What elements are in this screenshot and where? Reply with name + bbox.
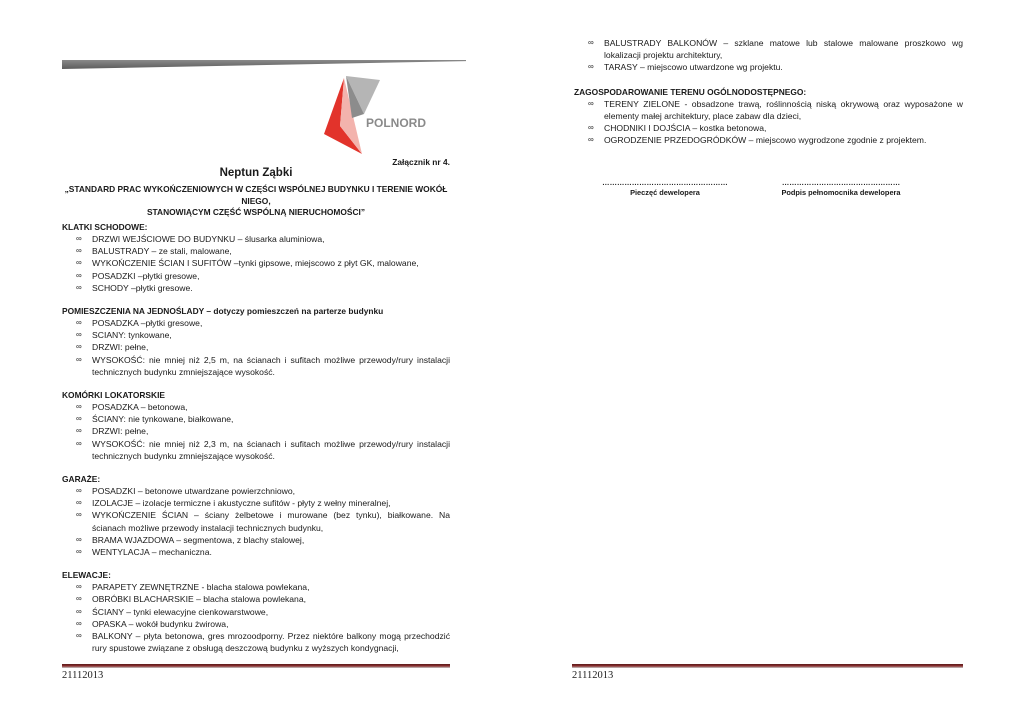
- land-development-section: [574, 86, 963, 147]
- document-title: Neptun Ząbki: [219, 167, 293, 179]
- list-item-text: IZOLACJE – izolacje termiczne i akustyczne sufitów - płyty z wełny mineralnej,: [92, 498, 391, 509]
- developer-stamp-block: [600, 178, 730, 198]
- list-item: [62, 245, 450, 257]
- bullet-list: [62, 485, 450, 558]
- list-item: [62, 497, 450, 509]
- footer-date-left: 21112013: [62, 670, 104, 681]
- list-item: [62, 546, 450, 558]
- list-item-text: POSADZKA – betonowa,: [92, 402, 188, 413]
- infinity-bullet-icon: ∞: [76, 426, 82, 436]
- list-item: [62, 593, 450, 605]
- list-item-text: BALKONY – płyta betonowa, gres mrozoodporny. Przez niektóre balkony mogą przechodzić rury spustowe związane z obsługą deszczową budynku z wyższych kondygnacji,: [92, 631, 450, 654]
- list-item-text: SCIANY: tynkowane,: [92, 330, 172, 341]
- list-item-text: WYKOŃCZENIE ŚCIAN I SUFITÓW –tynki gipsowe, miejscowo z płyt GK, malowane,: [92, 258, 419, 269]
- proxy-signature-block: [776, 178, 906, 198]
- list-item-text: POSADZKI – betonowe utwardzane powierzchniowo,: [92, 486, 296, 497]
- subtitle-line-2: STANOWIĄCYM CZĘŚĆ WSPÓLNĄ NIERUCHOMOŚCI”: [146, 207, 366, 217]
- infinity-bullet-icon: ∞: [76, 246, 82, 256]
- infinity-bullet-icon: ∞: [588, 135, 594, 145]
- infinity-bullet-icon: ∞: [76, 402, 82, 412]
- list-item: [62, 401, 450, 413]
- infinity-bullet-icon: ∞: [76, 606, 82, 616]
- right-page: [512, 0, 1024, 724]
- list-item-text: TARASY – miejscowo utwardzone wg projektu.: [604, 62, 783, 73]
- infinity-bullet-icon: ∞: [588, 98, 594, 108]
- list-item: [62, 270, 450, 282]
- signature-dots: …………………………………………: [781, 178, 901, 187]
- section-heading: KOMÓRKI LOKATORSKIE: [62, 390, 165, 401]
- infinity-bullet-icon: ∞: [76, 330, 82, 340]
- list-item: [574, 122, 963, 134]
- footer-date-right: 21112013: [572, 670, 614, 681]
- infinity-bullet-icon: ∞: [76, 354, 82, 364]
- footer-rule-left: [62, 664, 450, 668]
- list-item: [62, 581, 450, 593]
- list-item-text: OPASKA – wokół budynku żwirowa,: [92, 618, 229, 629]
- footer-rule-right: [572, 664, 963, 668]
- list-item: [574, 98, 963, 122]
- list-item: [62, 317, 450, 329]
- section: [62, 389, 450, 462]
- section-heading: GARAŻE:: [62, 474, 101, 485]
- infinity-bullet-icon: ∞: [76, 234, 82, 243]
- infinity-bullet-icon: ∞: [76, 258, 82, 268]
- list-item-text: WYSOKOŚĆ: nie mniej niż 2,3 m, na ścianach i sufitach możliwe przewody/rury instalacji technicznych budynku zmniejszające wysokość.: [92, 438, 450, 461]
- section: [62, 305, 450, 378]
- list-item-text: WYSOKOŚĆ: nie mniej niż 2,5 m, na ścianach i sufitach możliwe przewody/rury instalacji technicznych budynku zmniejszające wysokość.: [92, 354, 450, 377]
- list-item-text: BRAMA WJAZDOWA – segmentowa, z blachy stalowej,: [92, 534, 305, 545]
- list-item-text: POSADZKI –płytki gresowe,: [92, 270, 200, 281]
- logo-text: POLNORD: [366, 116, 426, 130]
- section: [62, 569, 450, 654]
- section: [62, 473, 450, 558]
- list-item: [62, 438, 450, 462]
- infinity-bullet-icon: ∞: [76, 618, 82, 628]
- list-item: [62, 534, 450, 546]
- proxy-signature-label: Podpis pełnomocnika dewelopera: [781, 188, 901, 197]
- list-item: [62, 354, 450, 378]
- infinity-bullet-icon: ∞: [76, 631, 82, 641]
- list-item: [62, 630, 450, 654]
- list-item: [574, 37, 963, 61]
- list-item-text: SCHODY –płytki gresowe.: [92, 282, 193, 293]
- continued-list: [574, 37, 963, 74]
- list-item-text: BALUSTRADY – ze stali, malowane,: [92, 246, 232, 257]
- infinity-bullet-icon: ∞: [588, 38, 594, 47]
- infinity-bullet-icon: ∞: [76, 438, 82, 448]
- list-item-text: PARAPETY ZEWNĘTRZNE - blacha stalowa powlekana,: [92, 582, 310, 593]
- subtitle-line-1: „STANDARD PRAC WYKOŃCZENIOWYCH W CZĘŚCI WSPÓLNEJ BUDYNKU I TERENIE WOKÓŁ NIEGO,: [64, 184, 448, 206]
- section: [62, 221, 450, 294]
- section-heading: ELEWACJE:: [62, 570, 111, 581]
- list-item: [574, 61, 963, 73]
- list-item-text: DRZWI: pełne,: [92, 342, 149, 353]
- list-item: [62, 425, 450, 437]
- left-content: [62, 221, 450, 665]
- section-heading: KLATKI SCHODOWE:: [62, 222, 148, 232]
- infinity-bullet-icon: ∞: [76, 342, 82, 352]
- infinity-bullet-icon: ∞: [76, 414, 82, 424]
- list-item: [62, 329, 450, 341]
- list-item-text: CHODNIKI I DOJŚCIA – kostka betonowa,: [604, 123, 767, 134]
- infinity-bullet-icon: ∞: [76, 486, 82, 496]
- list-item: [62, 257, 450, 269]
- list-item: [62, 233, 450, 245]
- list-item-text: OGRODZENIE PRZEDOGRÓDKÓW – miejscowo wygrodzone zgodnie z projektem.: [604, 135, 927, 146]
- signature-dots: ……………………………………………: [602, 178, 728, 187]
- list-item-text: DRZWI: pełne,: [92, 426, 149, 437]
- infinity-bullet-icon: ∞: [588, 123, 594, 133]
- attachment-number: Załącznik nr 4.: [392, 157, 450, 167]
- infinity-bullet-icon: ∞: [76, 594, 82, 604]
- polnord-logo: [322, 74, 426, 158]
- list-item: [62, 341, 450, 353]
- list-item: [62, 413, 450, 425]
- infinity-bullet-icon: ∞: [76, 582, 82, 592]
- list-item-text: DRZWI WEJŚCIOWE DO BUDYNKU – ślusarka aluminiowa,: [92, 234, 325, 244]
- bullet-list: [574, 98, 963, 147]
- list-item-text: BALUSTRADY BALKONÓW – szklane matowe lub stalowe malowane proszkowo wg lokalizacji projektu architektury,: [604, 38, 963, 61]
- list-item: [62, 282, 450, 294]
- right-content: [574, 37, 963, 157]
- list-item: [62, 509, 450, 533]
- bullet-list: [62, 581, 450, 654]
- infinity-bullet-icon: ∞: [76, 498, 82, 508]
- section-heading: POMIESZCZENIA NA JEDNOŚLADY – dotyczy pomieszczeń na parterze budynku: [62, 306, 384, 317]
- infinity-bullet-icon: ∞: [76, 510, 82, 520]
- list-item: [574, 134, 963, 146]
- infinity-bullet-icon: ∞: [588, 62, 594, 72]
- list-item-text: WYKOŃCZENIE ŚCIAN – ściany żelbetowe i murowane (bez tynku), białkowane. Na ścianach możliwe przewody instalacji technicznych budynku,: [92, 510, 450, 533]
- list-item-text: POSADZKA –płytki gresowe,: [92, 318, 203, 329]
- bullet-list: [62, 233, 450, 294]
- infinity-bullet-icon: ∞: [76, 270, 82, 280]
- infinity-bullet-icon: ∞: [76, 318, 82, 328]
- list-item: [62, 606, 450, 618]
- infinity-bullet-icon: ∞: [76, 547, 82, 557]
- infinity-bullet-icon: ∞: [76, 282, 82, 292]
- list-item-text: OBRÓBKI BLACHARSKIE – blacha stalowa powlekana,: [92, 594, 306, 605]
- bullet-list: [62, 401, 450, 462]
- developer-stamp-label: Pieczęć dewelopera: [630, 188, 700, 197]
- infinity-bullet-icon: ∞: [76, 534, 82, 544]
- list-item-text: WENTYLACJA – mechaniczna.: [92, 547, 212, 558]
- document-subtitle: [62, 184, 450, 219]
- list-item: [62, 618, 450, 630]
- list-item-text: ŚCIANY – tynki elewacyjne cienkowarstwowe,: [92, 606, 269, 617]
- header-bar: [62, 60, 466, 69]
- list-item-text: ŚCIANY: nie tynkowane, białkowane,: [92, 414, 234, 425]
- section-heading: ZAGOSPODAROWANIE TERENU OGÓLNODOSTĘPNEGO:: [574, 86, 807, 97]
- list-item: [62, 485, 450, 497]
- bullet-list: [62, 317, 450, 378]
- list-item-text: TERENY ZIELONE - obsadzone trawą, roślinnością niską okrywową oraz wyposażone w elementy małej architektury, place zabaw dla dzieci,: [604, 98, 963, 121]
